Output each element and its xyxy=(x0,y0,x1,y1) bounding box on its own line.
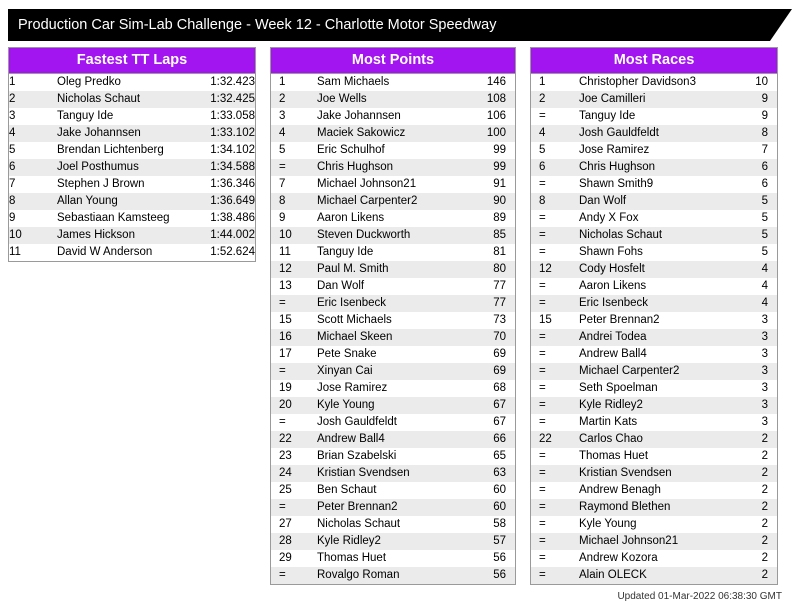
table-row xyxy=(531,261,777,278)
table-row xyxy=(271,108,515,125)
footer-updated: Updated 01-Mar-2022 06:38:30 GMT xyxy=(617,591,782,602)
row-driver-name: Michael Johnson21 xyxy=(565,533,738,550)
row-value: 1:32.423 xyxy=(197,74,255,91)
table-row xyxy=(531,380,777,397)
table-row xyxy=(271,397,515,414)
row-value: 8 xyxy=(738,125,777,142)
row-value: 1:33.058 xyxy=(197,108,255,125)
row-value: 80 xyxy=(472,261,515,278)
table-row xyxy=(531,482,777,499)
table-row xyxy=(9,227,255,244)
row-position: = xyxy=(531,465,565,482)
row-value: 99 xyxy=(472,159,515,176)
row-position: 5 xyxy=(9,142,43,159)
table-row xyxy=(9,125,255,142)
row-position: = xyxy=(271,567,305,584)
row-value: 67 xyxy=(472,397,515,414)
row-value: 6 xyxy=(738,159,777,176)
table-row xyxy=(9,244,255,261)
row-driver-name: Kyle Ridley2 xyxy=(565,397,738,414)
row-driver-name: Sebastiaan Kamsteeg xyxy=(43,210,197,227)
row-driver-name: Thomas Huet xyxy=(565,448,738,465)
row-position: 22 xyxy=(531,431,565,448)
row-position: 1 xyxy=(531,74,565,91)
row-driver-name: Andy X Fox xyxy=(565,210,738,227)
row-driver-name: Martin Kats xyxy=(565,414,738,431)
row-value: 1:44.002 xyxy=(197,227,255,244)
row-value: 65 xyxy=(472,448,515,465)
table-row xyxy=(9,193,255,210)
row-position: 2 xyxy=(9,91,43,108)
row-position: 4 xyxy=(271,125,305,142)
row-position: 22 xyxy=(271,431,305,448)
table-row xyxy=(531,125,777,142)
table-row xyxy=(531,108,777,125)
row-position: 7 xyxy=(9,176,43,193)
header-banner xyxy=(8,9,792,41)
row-position: = xyxy=(531,244,565,261)
table-row xyxy=(271,312,515,329)
table-row xyxy=(9,210,255,227)
row-driver-name: Kristian Svendsen xyxy=(305,465,472,482)
row-position: 2 xyxy=(271,91,305,108)
row-value: 91 xyxy=(472,176,515,193)
table-row xyxy=(9,176,255,193)
row-driver-name: Shawn Smith9 xyxy=(565,176,738,193)
table-row xyxy=(531,244,777,261)
row-position: = xyxy=(531,516,565,533)
row-value: 3 xyxy=(738,363,777,380)
row-driver-name: Allan Young xyxy=(43,193,197,210)
row-driver-name: Michael Skeen xyxy=(305,329,472,346)
table-row xyxy=(531,159,777,176)
table-row xyxy=(271,380,515,397)
row-value: 2 xyxy=(738,465,777,482)
row-value: 5 xyxy=(738,210,777,227)
row-position: 24 xyxy=(271,465,305,482)
row-position: 12 xyxy=(271,261,305,278)
row-position: 10 xyxy=(271,227,305,244)
table-row xyxy=(531,414,777,431)
table-row xyxy=(271,210,515,227)
row-value: 73 xyxy=(472,312,515,329)
row-position: 15 xyxy=(271,312,305,329)
row-value: 3 xyxy=(738,380,777,397)
row-position: 29 xyxy=(271,550,305,567)
row-position: 4 xyxy=(531,125,565,142)
row-position: = xyxy=(531,227,565,244)
row-driver-name: Jose Ramirez xyxy=(305,380,472,397)
table-most-races xyxy=(531,74,777,584)
row-value: 69 xyxy=(472,363,515,380)
table-row xyxy=(9,74,255,91)
table-row xyxy=(9,108,255,125)
table-row xyxy=(271,295,515,312)
row-position: = xyxy=(531,108,565,125)
table-row xyxy=(531,295,777,312)
table-row xyxy=(531,363,777,380)
row-position: 11 xyxy=(9,244,43,261)
row-driver-name: Andrew Ball4 xyxy=(565,346,738,363)
panel-title-fastest-tt-laps: Fastest TT Laps xyxy=(9,48,255,74)
row-value: 1:32.425 xyxy=(197,91,255,108)
row-value: 5 xyxy=(738,227,777,244)
table-row xyxy=(271,125,515,142)
row-value: 1:52.624 xyxy=(197,244,255,261)
table-row xyxy=(271,176,515,193)
row-driver-name: Jose Ramirez xyxy=(565,142,738,159)
row-position: = xyxy=(531,380,565,397)
row-value: 2 xyxy=(738,448,777,465)
table-row xyxy=(531,533,777,550)
row-value: 57 xyxy=(472,533,515,550)
row-driver-name: Pete Snake xyxy=(305,346,472,363)
table-row xyxy=(271,482,515,499)
row-driver-name: Maciek Sakowicz xyxy=(305,125,472,142)
row-driver-name: Rovalgo Roman xyxy=(305,567,472,584)
row-driver-name: Michael Carpenter2 xyxy=(305,193,472,210)
row-driver-name: Seth Spoelman xyxy=(565,380,738,397)
row-position: 12 xyxy=(531,261,565,278)
table-row xyxy=(531,74,777,91)
row-position: 1 xyxy=(271,74,305,91)
table-row xyxy=(531,346,777,363)
row-driver-name: Chris Hughson xyxy=(305,159,472,176)
row-position: = xyxy=(531,550,565,567)
row-position: 27 xyxy=(271,516,305,533)
row-position: = xyxy=(271,363,305,380)
table-fastest-tt-laps xyxy=(9,74,255,261)
table-row xyxy=(9,159,255,176)
row-position: = xyxy=(271,499,305,516)
row-driver-name: Tanguy Ide xyxy=(565,108,738,125)
row-driver-name: Thomas Huet xyxy=(305,550,472,567)
table-row xyxy=(271,261,515,278)
row-position: 11 xyxy=(271,244,305,261)
row-driver-name: Eric Schulhof xyxy=(305,142,472,159)
row-position: 3 xyxy=(271,108,305,125)
row-driver-name: David W Anderson xyxy=(43,244,197,261)
row-value: 3 xyxy=(738,312,777,329)
row-value: 60 xyxy=(472,499,515,516)
row-value: 63 xyxy=(472,465,515,482)
row-value: 58 xyxy=(472,516,515,533)
table-row xyxy=(531,448,777,465)
row-driver-name: Peter Brennan2 xyxy=(565,312,738,329)
row-position: 19 xyxy=(271,380,305,397)
row-value: 3 xyxy=(738,397,777,414)
row-driver-name: Joe Camilleri xyxy=(565,91,738,108)
table-row xyxy=(271,244,515,261)
row-position: = xyxy=(531,295,565,312)
table-row xyxy=(271,516,515,533)
row-position: 8 xyxy=(531,193,565,210)
row-driver-name: Chris Hughson xyxy=(565,159,738,176)
row-driver-name: Sam Michaels xyxy=(305,74,472,91)
row-position: 20 xyxy=(271,397,305,414)
row-value: 77 xyxy=(472,278,515,295)
table-row xyxy=(9,142,255,159)
panel-most-races xyxy=(530,47,778,585)
row-position: 4 xyxy=(9,125,43,142)
row-driver-name: Jake Johannsen xyxy=(305,108,472,125)
row-position: 23 xyxy=(271,448,305,465)
row-driver-name: Josh Gauldfeldt xyxy=(565,125,738,142)
row-driver-name: Dan Wolf xyxy=(565,193,738,210)
row-value: 7 xyxy=(738,142,777,159)
row-value: 1:36.346 xyxy=(197,176,255,193)
row-driver-name: Brian Szabelski xyxy=(305,448,472,465)
row-position: 16 xyxy=(271,329,305,346)
row-position: = xyxy=(531,329,565,346)
row-driver-name: Andrew Kozora xyxy=(565,550,738,567)
row-value: 9 xyxy=(738,91,777,108)
panel-most-points xyxy=(270,47,516,585)
table-row xyxy=(271,465,515,482)
table-row xyxy=(531,312,777,329)
row-value: 5 xyxy=(738,193,777,210)
panel-fastest-tt-laps xyxy=(8,47,256,262)
row-position: = xyxy=(531,482,565,499)
row-driver-name: Nicholas Schaut xyxy=(43,91,197,108)
row-driver-name: Aaron Likens xyxy=(305,210,472,227)
row-driver-name: Peter Brennan2 xyxy=(305,499,472,516)
row-driver-name: Kristian Svendsen xyxy=(565,465,738,482)
row-value: 6 xyxy=(738,176,777,193)
row-driver-name: Raymond Blethen xyxy=(565,499,738,516)
table-row xyxy=(531,499,777,516)
row-value: 4 xyxy=(738,295,777,312)
table-row xyxy=(531,431,777,448)
table-row xyxy=(531,210,777,227)
table-row xyxy=(271,227,515,244)
table-row xyxy=(271,142,515,159)
row-value: 56 xyxy=(472,567,515,584)
row-value: 1:36.649 xyxy=(197,193,255,210)
row-driver-name: Scott Michaels xyxy=(305,312,472,329)
row-position: 7 xyxy=(271,176,305,193)
row-position: 10 xyxy=(9,227,43,244)
row-value: 77 xyxy=(472,295,515,312)
row-driver-name: Nicholas Schaut xyxy=(565,227,738,244)
page-title: Production Car Sim-Lab Challenge - Week 12 - Charlotte Motor Speedway xyxy=(18,17,497,33)
row-driver-name: Tanguy Ide xyxy=(305,244,472,261)
row-position: = xyxy=(271,159,305,176)
row-value: 89 xyxy=(472,210,515,227)
row-driver-name: Steven Duckworth xyxy=(305,227,472,244)
row-driver-name: Kyle Young xyxy=(565,516,738,533)
row-driver-name: Andrew Benagh xyxy=(565,482,738,499)
row-position: 28 xyxy=(271,533,305,550)
row-value: 2 xyxy=(738,482,777,499)
row-position: 8 xyxy=(271,193,305,210)
row-value: 5 xyxy=(738,244,777,261)
row-driver-name: Michael Carpenter2 xyxy=(565,363,738,380)
row-driver-name: Paul M. Smith xyxy=(305,261,472,278)
row-position: = xyxy=(271,295,305,312)
row-position: 5 xyxy=(531,142,565,159)
row-position: = xyxy=(531,567,565,584)
row-value: 99 xyxy=(472,142,515,159)
row-position: 5 xyxy=(271,142,305,159)
row-position: = xyxy=(531,499,565,516)
row-value: 90 xyxy=(472,193,515,210)
row-driver-name: Kyle Young xyxy=(305,397,472,414)
row-driver-name: Eric Isenbeck xyxy=(565,295,738,312)
row-driver-name: Brendan Lichtenberg xyxy=(43,142,197,159)
table-row xyxy=(271,499,515,516)
row-value: 67 xyxy=(472,414,515,431)
row-position: = xyxy=(531,346,565,363)
row-driver-name: Dan Wolf xyxy=(305,278,472,295)
row-position: 25 xyxy=(271,482,305,499)
table-row xyxy=(531,227,777,244)
table-row xyxy=(531,465,777,482)
row-position: 9 xyxy=(271,210,305,227)
row-value: 4 xyxy=(738,278,777,295)
table-row xyxy=(531,329,777,346)
row-driver-name: Aaron Likens xyxy=(565,278,738,295)
table-row xyxy=(271,346,515,363)
row-driver-name: Andrew Ball4 xyxy=(305,431,472,448)
table-row xyxy=(271,278,515,295)
table-row xyxy=(271,363,515,380)
row-value: 1:38.486 xyxy=(197,210,255,227)
table-row xyxy=(271,414,515,431)
row-value: 68 xyxy=(472,380,515,397)
row-driver-name: Michael Johnson21 xyxy=(305,176,472,193)
row-position: 6 xyxy=(9,159,43,176)
row-value: 70 xyxy=(472,329,515,346)
table-row xyxy=(9,91,255,108)
row-value: 2 xyxy=(738,431,777,448)
row-position: 9 xyxy=(9,210,43,227)
table-most-points xyxy=(271,74,515,584)
row-position: = xyxy=(271,414,305,431)
row-value: 60 xyxy=(472,482,515,499)
row-value: 146 xyxy=(472,74,515,91)
row-driver-name: Cody Hosfelt xyxy=(565,261,738,278)
row-value: 2 xyxy=(738,550,777,567)
row-position: = xyxy=(531,278,565,295)
table-row xyxy=(271,550,515,567)
row-driver-name: Shawn Fohs xyxy=(565,244,738,261)
row-value: 3 xyxy=(738,414,777,431)
table-row xyxy=(271,431,515,448)
table-row xyxy=(531,397,777,414)
row-driver-name: Joe Wells xyxy=(305,91,472,108)
row-value: 1:34.102 xyxy=(197,142,255,159)
row-value: 2 xyxy=(738,567,777,584)
row-driver-name: Christopher Davidson3 xyxy=(565,74,738,91)
table-row xyxy=(271,329,515,346)
row-driver-name: Kyle Ridley2 xyxy=(305,533,472,550)
row-value: 2 xyxy=(738,533,777,550)
table-row xyxy=(531,516,777,533)
row-position: = xyxy=(531,397,565,414)
row-position: 6 xyxy=(531,159,565,176)
row-value: 100 xyxy=(472,125,515,142)
row-value: 81 xyxy=(472,244,515,261)
row-driver-name: Josh Gauldfeldt xyxy=(305,414,472,431)
table-row xyxy=(531,193,777,210)
row-value: 85 xyxy=(472,227,515,244)
table-row xyxy=(271,567,515,584)
row-value: 106 xyxy=(472,108,515,125)
panel-title-most-points: Most Points xyxy=(271,48,515,74)
row-value: 56 xyxy=(472,550,515,567)
row-position: 15 xyxy=(531,312,565,329)
row-position: = xyxy=(531,210,565,227)
row-position: 17 xyxy=(271,346,305,363)
row-driver-name: Nicholas Schaut xyxy=(305,516,472,533)
row-driver-name: Jake Johannsen xyxy=(43,125,197,142)
row-driver-name: Carlos Chao xyxy=(565,431,738,448)
row-value: 9 xyxy=(738,108,777,125)
table-row xyxy=(271,448,515,465)
row-position: 13 xyxy=(271,278,305,295)
table-row xyxy=(271,533,515,550)
row-position: 3 xyxy=(9,108,43,125)
row-position: = xyxy=(531,414,565,431)
table-row xyxy=(531,142,777,159)
row-driver-name: Joel Posthumus xyxy=(43,159,197,176)
table-row xyxy=(531,550,777,567)
row-value: 10 xyxy=(738,74,777,91)
row-value: 2 xyxy=(738,499,777,516)
row-driver-name: Eric Isenbeck xyxy=(305,295,472,312)
table-row xyxy=(271,74,515,91)
table-row xyxy=(531,176,777,193)
table-row xyxy=(531,278,777,295)
row-position: = xyxy=(531,448,565,465)
row-position: 1 xyxy=(9,74,43,91)
table-row xyxy=(271,159,515,176)
table-row xyxy=(531,91,777,108)
panels-container xyxy=(8,47,792,585)
row-driver-name: Oleg Predko xyxy=(43,74,197,91)
row-value: 66 xyxy=(472,431,515,448)
panel-title-most-races: Most Races xyxy=(531,48,777,74)
row-value: 3 xyxy=(738,346,777,363)
row-position: = xyxy=(531,176,565,193)
row-value: 3 xyxy=(738,329,777,346)
table-row xyxy=(531,567,777,584)
row-value: 2 xyxy=(738,516,777,533)
row-driver-name: Tanguy Ide xyxy=(43,108,197,125)
row-driver-name: Alain OLECK xyxy=(565,567,738,584)
row-driver-name: Xinyan Cai xyxy=(305,363,472,380)
row-driver-name: Andrei Todea xyxy=(565,329,738,346)
row-position: = xyxy=(531,533,565,550)
row-position: 8 xyxy=(9,193,43,210)
row-value: 4 xyxy=(738,261,777,278)
row-value: 1:33.102 xyxy=(197,125,255,142)
row-position: 2 xyxy=(531,91,565,108)
row-value: 69 xyxy=(472,346,515,363)
row-value: 108 xyxy=(472,91,515,108)
table-row xyxy=(271,91,515,108)
table-row xyxy=(271,193,515,210)
row-position: = xyxy=(531,363,565,380)
row-driver-name: Ben Schaut xyxy=(305,482,472,499)
row-value: 1:34.588 xyxy=(197,159,255,176)
row-driver-name: James Hickson xyxy=(43,227,197,244)
row-driver-name: Stephen J Brown xyxy=(43,176,197,193)
